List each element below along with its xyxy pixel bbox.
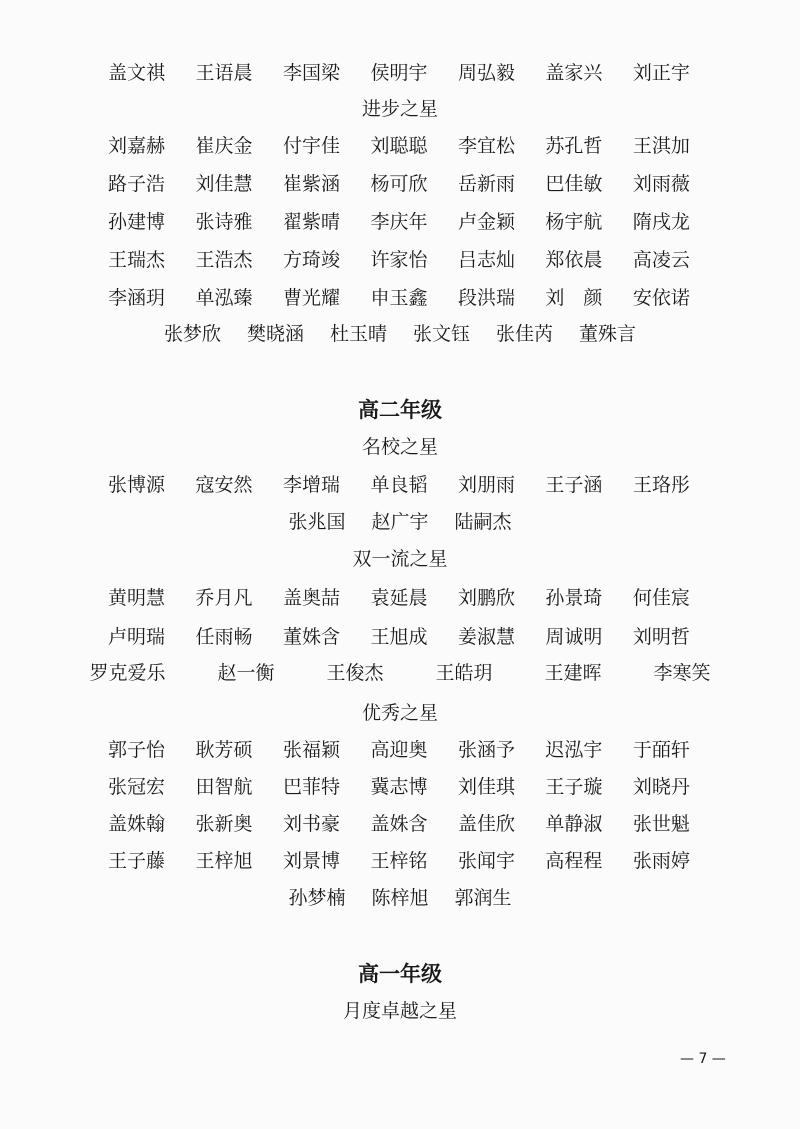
person-name: 刘鹏欣 (457, 587, 515, 609)
person-name: 郑依晨 (545, 249, 603, 271)
person-name: 高凌云 (632, 249, 690, 271)
person-name: 孙梦楠 (288, 887, 346, 909)
section-title-progress: 进步之星 (361, 98, 438, 120)
person-name: 张涵予 (457, 739, 515, 761)
person-name: 刘佳慧 (195, 173, 253, 195)
name-row (108, 171, 690, 197)
person-name: 李涵玥 (108, 287, 166, 309)
person-name: 李宜松 (457, 135, 515, 157)
person-name: 张冠宏 (108, 776, 166, 798)
person-name: 李庆年 (370, 211, 428, 233)
person-name: 盖奥喆 (282, 587, 340, 609)
person-name: 王浩杰 (195, 249, 253, 271)
person-name: 卢明瑞 (108, 626, 166, 648)
name-row (108, 209, 690, 235)
person-name: 刘聪聪 (370, 135, 428, 157)
person-name: 单泓臻 (195, 287, 253, 309)
name-row (108, 737, 690, 763)
person-name: 高程程 (545, 850, 603, 872)
person-name: 樊晓涵 (246, 323, 304, 345)
person-name: 刘朋雨 (457, 474, 515, 496)
name-row (0, 885, 800, 911)
person-name: 盖文祺 (108, 62, 166, 84)
name-row (108, 247, 690, 273)
person-name: 周弘毅 (457, 62, 515, 84)
person-name: 付宇佳 (282, 135, 340, 157)
person-name: 耿芳硕 (195, 739, 253, 761)
name-row (108, 285, 690, 311)
name-row (108, 133, 690, 159)
person-name: 陆嗣杰 (454, 511, 512, 533)
person-name: 张梦欣 (163, 323, 221, 345)
person-name: 张闻宇 (457, 850, 515, 872)
person-name: 王淇加 (632, 135, 690, 157)
person-name: 赵广宇 (371, 511, 429, 533)
person-name: 张新奥 (195, 813, 253, 835)
person-name: 张福颖 (282, 739, 340, 761)
name-row (0, 321, 800, 347)
person-name: 单良韬 (370, 474, 428, 496)
person-name: 刘 颜 (545, 287, 603, 309)
name-row (108, 585, 690, 611)
person-name: 刘嘉赫 (108, 135, 166, 157)
person-name: 王子璇 (545, 776, 603, 798)
person-name: 王皓玥 (435, 662, 493, 684)
name-row (108, 624, 690, 650)
person-name: 安依诺 (632, 287, 690, 309)
person-name: 苏孔哲 (545, 135, 603, 157)
person-name: 李寒笑 (653, 662, 711, 684)
person-name: 于皕轩 (632, 739, 690, 761)
section-title-excellent: 优秀之星 (361, 702, 438, 724)
name-row (108, 811, 690, 837)
person-name: 冀志博 (370, 776, 428, 798)
person-name: 杜玉晴 (329, 323, 387, 345)
person-name: 盖家兴 (545, 62, 603, 84)
section-title-famous-school: 名校之星 (361, 436, 438, 458)
person-name: 盖姝翰 (108, 813, 166, 835)
person-name: 田智航 (195, 776, 253, 798)
person-name: 杨可欣 (370, 173, 428, 195)
person-name: 王梓铭 (370, 850, 428, 872)
person-name: 任雨畅 (195, 626, 253, 648)
person-name: 王建晖 (544, 662, 602, 684)
person-name: 吕志灿 (457, 249, 515, 271)
name-row (108, 60, 690, 86)
person-name: 段洪瑞 (457, 287, 515, 309)
person-name: 隋戌龙 (632, 211, 690, 233)
person-name: 曹光耀 (282, 287, 340, 309)
person-name: 王语晨 (195, 62, 253, 84)
name-row (0, 509, 800, 535)
person-name: 张博源 (108, 474, 166, 496)
person-name: 孙景琦 (545, 587, 603, 609)
name-row (108, 848, 690, 874)
person-name: 巴菲特 (282, 776, 340, 798)
person-name: 盖姝含 (370, 813, 428, 835)
person-name: 刘佳琪 (457, 776, 515, 798)
person-name: 路子浩 (108, 173, 166, 195)
person-name: 刘景博 (282, 850, 340, 872)
person-name: 刘正宇 (632, 62, 690, 84)
person-name: 王俊杰 (326, 662, 384, 684)
person-name: 黄明慧 (108, 587, 166, 609)
person-name: 申玉鑫 (370, 287, 428, 309)
person-name: 何佳宸 (632, 587, 690, 609)
person-name: 崔紫涵 (282, 173, 340, 195)
person-name: 迟泓宇 (545, 739, 603, 761)
person-name: 高迎奥 (370, 739, 428, 761)
person-name: 张文钰 (413, 323, 471, 345)
person-name: 刘晓丹 (632, 776, 690, 798)
person-name: 陈梓旭 (371, 887, 429, 909)
person-name: 许家怡 (370, 249, 428, 271)
person-name: 刘雨薇 (632, 173, 690, 195)
name-row (108, 472, 690, 498)
person-name: 张世魁 (632, 813, 690, 835)
person-name: 王子涵 (545, 474, 603, 496)
person-name: 董姝含 (282, 626, 340, 648)
person-name: 单静淑 (545, 813, 603, 835)
person-name: 侯明宇 (370, 62, 428, 84)
person-name: 周诚明 (545, 626, 603, 648)
person-name: 郭子怡 (108, 739, 166, 761)
page-number: — 7 — (680, 1051, 726, 1067)
person-name: 卢金颖 (457, 211, 515, 233)
person-name: 王子藤 (108, 850, 166, 872)
person-name: 巴佳敏 (545, 173, 603, 195)
section-title-monthly-excellence: 月度卓越之星 (342, 1000, 457, 1022)
person-name: 王珞彤 (632, 474, 690, 496)
person-name: 郭润生 (454, 887, 512, 909)
person-name: 董殊言 (579, 323, 637, 345)
person-name: 姜淑慧 (457, 626, 515, 648)
person-name: 崔庆金 (195, 135, 253, 157)
person-name: 岳新雨 (457, 173, 515, 195)
person-name: 寇安然 (195, 474, 253, 496)
grade-title-senior-one: 高一年级 (358, 961, 442, 986)
person-name: 赵一衡 (217, 662, 275, 684)
person-name: 杨宇航 (545, 211, 603, 233)
name-row (108, 774, 690, 800)
person-name: 翟紫晴 (282, 211, 340, 233)
section-title-double-first-class: 双一流之星 (352, 548, 448, 570)
person-name: 罗克爱乐 (89, 662, 166, 684)
person-name: 王瑞杰 (108, 249, 166, 271)
name-row (0, 660, 800, 686)
grade-title-senior-two: 高二年级 (358, 397, 442, 422)
person-name: 张诗雅 (195, 211, 253, 233)
person-name: 王梓旭 (195, 850, 253, 872)
person-name: 方琦竣 (282, 249, 340, 271)
person-name: 张佳芮 (496, 323, 554, 345)
person-name: 袁延晨 (370, 587, 428, 609)
person-name: 乔月凡 (195, 587, 253, 609)
person-name: 李增瑞 (282, 474, 340, 496)
person-name: 刘书豪 (282, 813, 340, 835)
person-name: 李国梁 (282, 62, 340, 84)
person-name: 张雨婷 (632, 850, 690, 872)
person-name: 张兆国 (288, 511, 346, 533)
person-name: 盖佳欣 (457, 813, 515, 835)
person-name: 王旭成 (370, 626, 428, 648)
person-name: 孙建博 (108, 211, 166, 233)
person-name: 刘明哲 (632, 626, 690, 648)
